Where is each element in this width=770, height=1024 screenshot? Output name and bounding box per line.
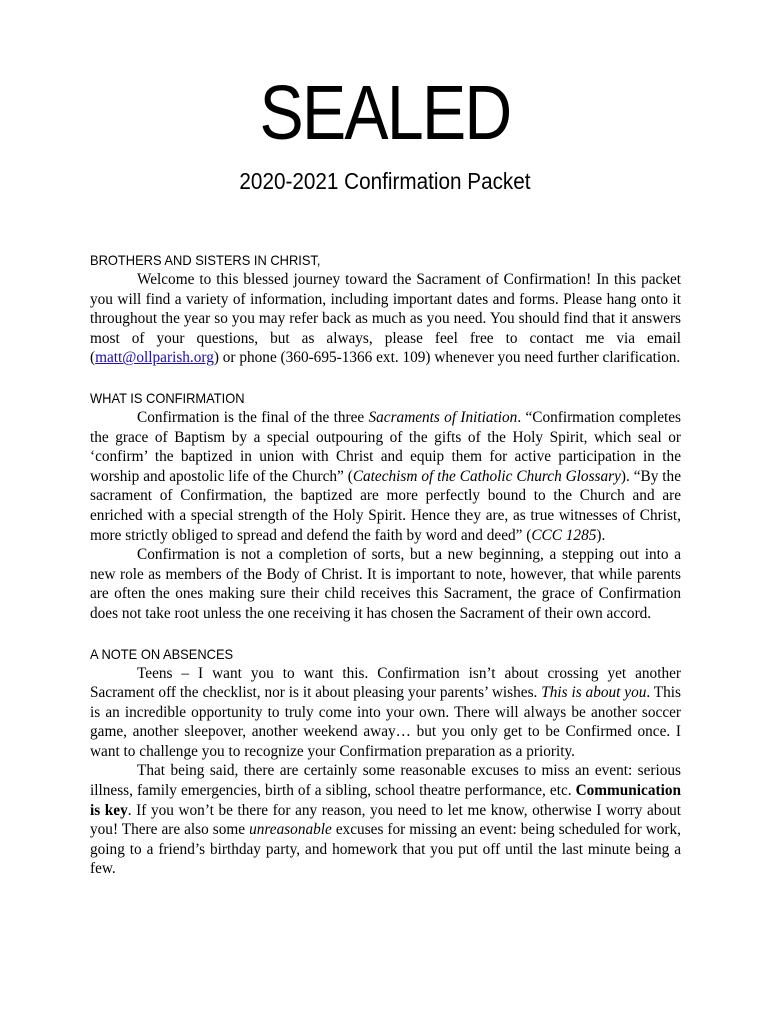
- section-heading-greeting: BROTHERS AND SISTERS IN CHRIST,: [90, 252, 321, 268]
- confirmation-new-beginning-paragraph: Confirmation is not a completion of sorts, but a new beginning, a stepping out into a new role as members of the Body of Christ. It is important to note, however, that while parents are often the ones making sure their child receives this Sacrament, the grace of Confirmation does not take root unless the one receiving it has chosen the Sacrament of their own accord.: [90, 546, 681, 622]
- document-subtitle: 2020-2021 Confirmation Packet: [239, 168, 531, 194]
- contact-email-link[interactable]: matt@ollparish.org: [95, 349, 214, 367]
- section-heading-what-is-confirmation: WHAT IS CONFIRMATION: [90, 389, 245, 406]
- document-title: SEALED: [259, 70, 511, 156]
- absences-teens-paragraph: Teens – I want you to want this. Confirmation isn’t about crossing yet another Sacrament off the checklist, nor is it about pleasing your parents’ wishes. This is about you. This is an incredible opportunity to truly come into your own. There will always be another soccer game, another sleepover, another weekend away… but you only get to be Confirmed once. I want to challenge you to recognize your Confirmation preparation as a priority.: [90, 664, 681, 760]
- absences-excuses-paragraph: That being said, there are certainly some reasonable excuses to miss an event: serious illness, family emergencies, birth of a sibling, school theatre performance, etc. Communication is key. If you won’t be there for any reason, you need to let me know, otherwise I worry about you! There are also some unreasonable excuses for missing an event: being scheduled for work, going to a friend’s birthday party, and homework that you put off until the last minute being a few.: [90, 762, 682, 878]
- section-heading-absences: A NOTE ON ABSENCES: [90, 645, 234, 662]
- welcome-paragraph: Welcome to this blessed journey toward the Sacrament of Confirmation! In this packet you will find a variety of information, including important dates and forms. Please hang onto it throughout the year so you may refer back as much as you need. You should find that it answers most of your questions, but as always, please feel free to contact me via email (matt@ollparish.org) or phone (360-695-1366 ext. 109) whenever you need further clarification.: [90, 271, 681, 367]
- document-body: [90, 250, 681, 879]
- confirmation-definition-paragraph: Confirmation is the final of the three Sacraments of Initiation. “Confirmation completes the grace of Baptism by a special outpouring of the gifts of the Holy Spirit, which seal or ‘confirm’ the baptized in union with Christ and equip them for active participation in the worship and apostolic life of the Church” (Catechism of the Catholic Church Glossary). “By the sacrament of Confirmation, the baptized are more perfectly bound to the Church and are enriched with a special strength of the Holy Spirit. Hence they are, as true witnesses of Christ, more strictly obliged to spread and defend the faith by word and deed” (CCC 1285).: [90, 408, 681, 544]
